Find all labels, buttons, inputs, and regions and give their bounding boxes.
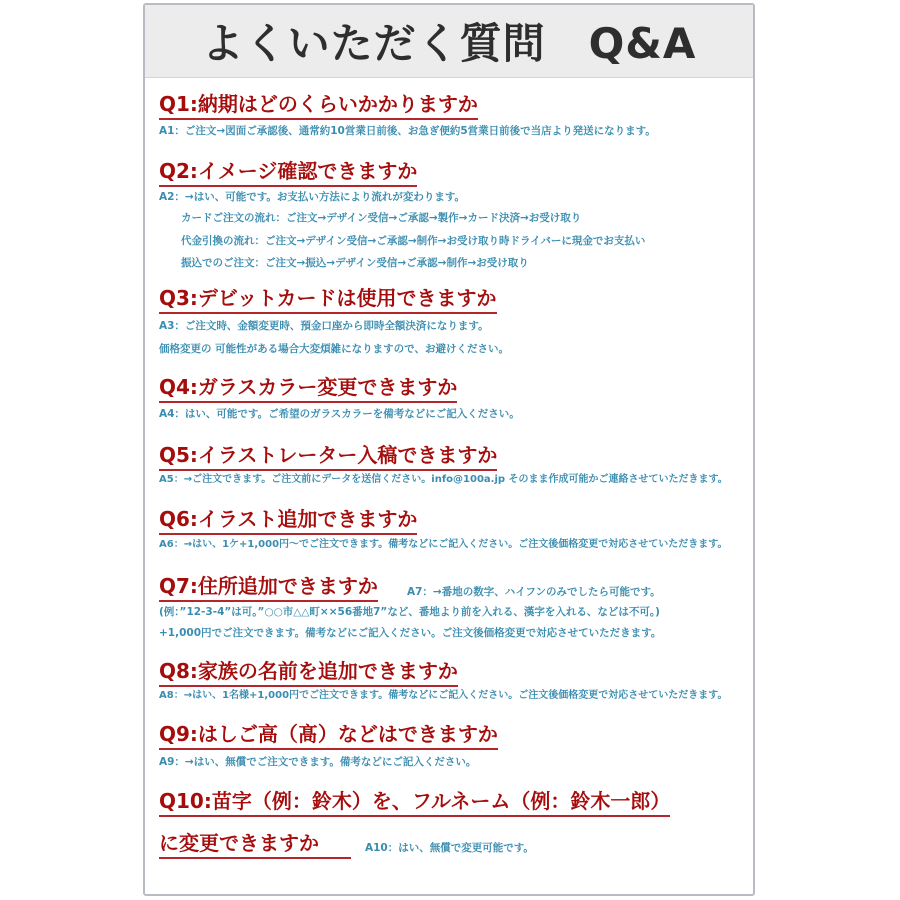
answer-5: A5：→ご注文できます。ご注文前にデータを送信ください。info@100a.jp そのまま作成可能かご連絡させていただきます。 [159, 474, 728, 485]
question-2: Q2:イメージ確認できますか [159, 158, 417, 187]
question-7: Q7:住所追加できますか [159, 573, 378, 602]
question-3: Q3:デビットカードは使用できますか [159, 285, 497, 314]
question-10: Q10:苗字（例：鈴木）を、フルネーム（例：鈴木一郎） [159, 788, 670, 817]
answer-6: A6：→はい、1ケ+1,000円～でご注文できます。備考などにご記入ください。ご注文後価格変更で対応させていただきます。 [159, 539, 728, 550]
answer-7-price: +1,000円でご注文できます。備考などにご記入ください。ご注文後価格変更で対応させていただきます。 [159, 627, 662, 639]
answer-9: A9：→はい、無償でご注文できます。備考などにご記入ください。 [159, 756, 477, 768]
answer-2-card-flow: カードご注文の流れ：ご注文→デザイン受信→ご承認→製作→カード決済→お受け取り [181, 212, 582, 224]
question-8: Q8:家族の名前を追加できますか [159, 658, 458, 687]
answer-8: A8：→はい、1名様+1,000円でご注文できます。備考などにご記入ください。ご注文後価格変更で対応させていただきます。 [159, 690, 728, 701]
question-10-line-2: に変更できますか [159, 830, 351, 859]
answer-2: A2：→はい、可能です。お支払い方法により流れが変わります。 [159, 191, 466, 203]
header [145, 5, 753, 78]
answer-1: A1：ご注文→図面ご承認後、通常約10営業日前後、お急ぎ便約5営業日前後で当店より発送になります。 [159, 125, 656, 137]
answer-2-transfer-flow: 振込でのご注文：ご注文→振込→デザイン受信→ご承認→制作→お受け取り [181, 257, 529, 269]
answer-3: A3：ご注文時、金額変更時、預金口座から即時全額決済になります。 [159, 320, 489, 332]
faq-panel [143, 3, 755, 896]
question-4: Q4:ガラスカラー変更できますか [159, 374, 457, 403]
question-6: Q6:イラスト追加できますか [159, 506, 417, 535]
answer-3-note: 価格変更の 可能性がある場合大変煩雑になりますので、お避けください。 [159, 343, 509, 355]
question-9: Q9:はしご高（髙）などはできますか [159, 721, 498, 750]
question-5: Q5:イラストレーター入稿できますか [159, 442, 497, 471]
answer-7: A7：→番地の数字、ハイフンのみでしたら可能です。 [407, 586, 661, 598]
question-1: Q1:納期はどのくらいかかりますか [159, 91, 478, 120]
answer-7-example: (例：”12-3-4”は可。”○○市△△町××56番地7”など、番地より前を入れる、漢字を入れる、などは不可。) [159, 606, 660, 618]
answer-2-cod-flow: 代金引換の流れ：ご注文→デザイン受信→ご承認→制作→お受け取り時ドライバーに現金でお支払い [181, 235, 646, 247]
page-title: よくいただく質問 Q&A [201, 19, 697, 68]
answer-4: A4：はい、可能です。ご希望のガラスカラーを備考などにご記入ください。 [159, 408, 520, 420]
answer-10: A10：はい、無償で変更可能です。 [365, 842, 534, 854]
